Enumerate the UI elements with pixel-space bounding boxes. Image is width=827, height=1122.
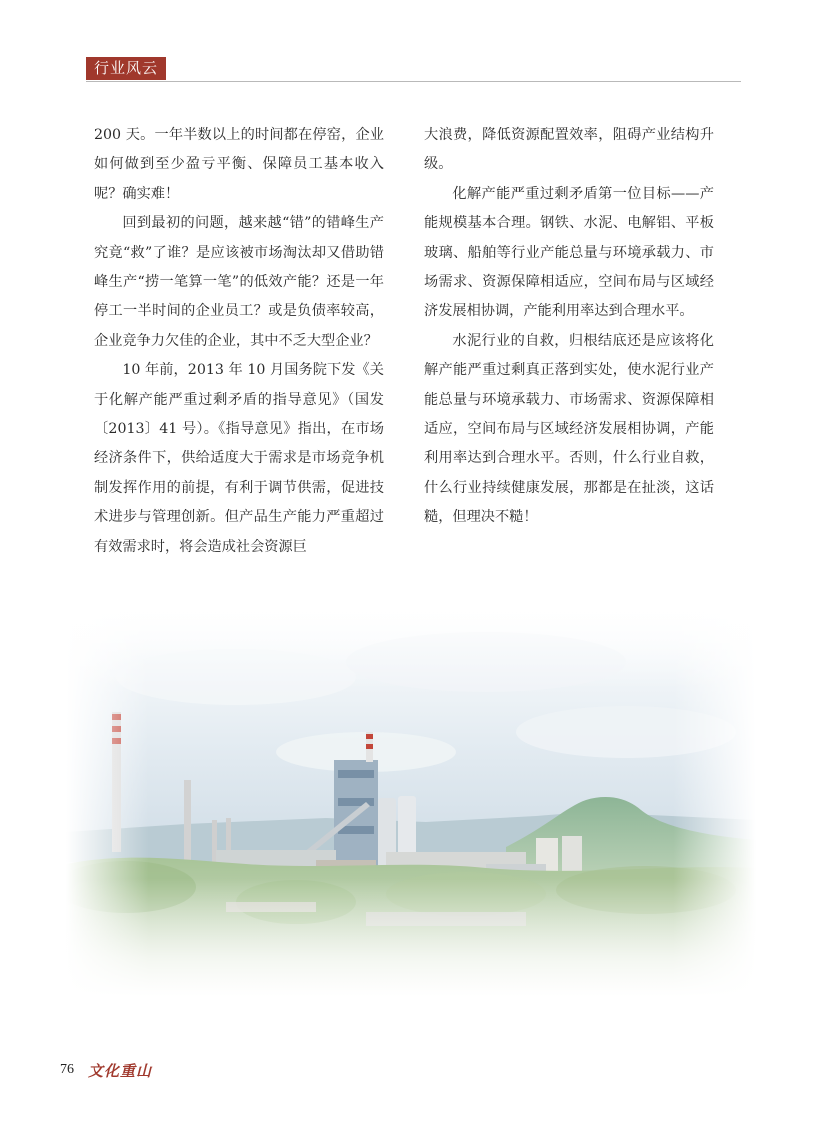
cement-plant-photo-icon (66, 602, 756, 997)
article-column-left (94, 121, 384, 562)
magazine-logo: 文化重山 (88, 1062, 153, 1080)
paragraph: 化解产能严重过剩矛盾第一位目标——产能规模基本合理。钢铁、水泥、电解铝、平板玻璃、船舶等行业产能总量与环境承载力、市场需求、资源保障相适应，空间布局与区域经济发展相协调，产能利用率达到合理水平。 (424, 185, 714, 320)
paragraph: 回到最初的问题，越来越“错”的错峰生产究竟“救”了谁？是应该被市场淘汰却又借助错峰生产“捞一笔算一笔”的低效产能？还是一年停工一半时间的企业员工？或是负债率较高，企业竞争力欠佳的企业，其中不乏大型企业？ (94, 215, 384, 349)
paragraph: 200 天。一年半数以上的时间都在停窑，企业如何做到至少盈亏平衡、保障员工基本收入呢？确实难！ (94, 127, 384, 202)
section-tag: 行业风云 (86, 57, 166, 80)
header-divider (86, 81, 741, 82)
paragraph: 水泥行业的自救，归根结底还是应该将化解产能严重过剩真正落到实处，使水泥行业产能总量与环境承载力、市场需求、资源保障相适应，空间布局与区域经济发展相协调，产能利用率达到合理水平。否则，什么行业自救，什么行业持续健康发展，那都是在扯淡，这话糙，但理决不糙！ (424, 332, 714, 526)
paragraph: 10 年前，2013 年 10 月国务院下发《关于化解产能严重过剩矛盾的指导意见》（国发〔2013〕41 号）。《指导意见》指出，在市场经济条件下，供给适度大于需求是市场竞争机制发挥作用的前提，有利于调节供需，促进技术进步与管理创新。但产品生产能力严重超过有效需求时，将会造成社会资源巨 (94, 362, 384, 555)
article-column-right (424, 121, 714, 533)
paragraph: 大浪费，降低资源配置效率，阻碍产业结构升级。 (424, 127, 714, 173)
page-number: 76 (60, 1062, 74, 1077)
